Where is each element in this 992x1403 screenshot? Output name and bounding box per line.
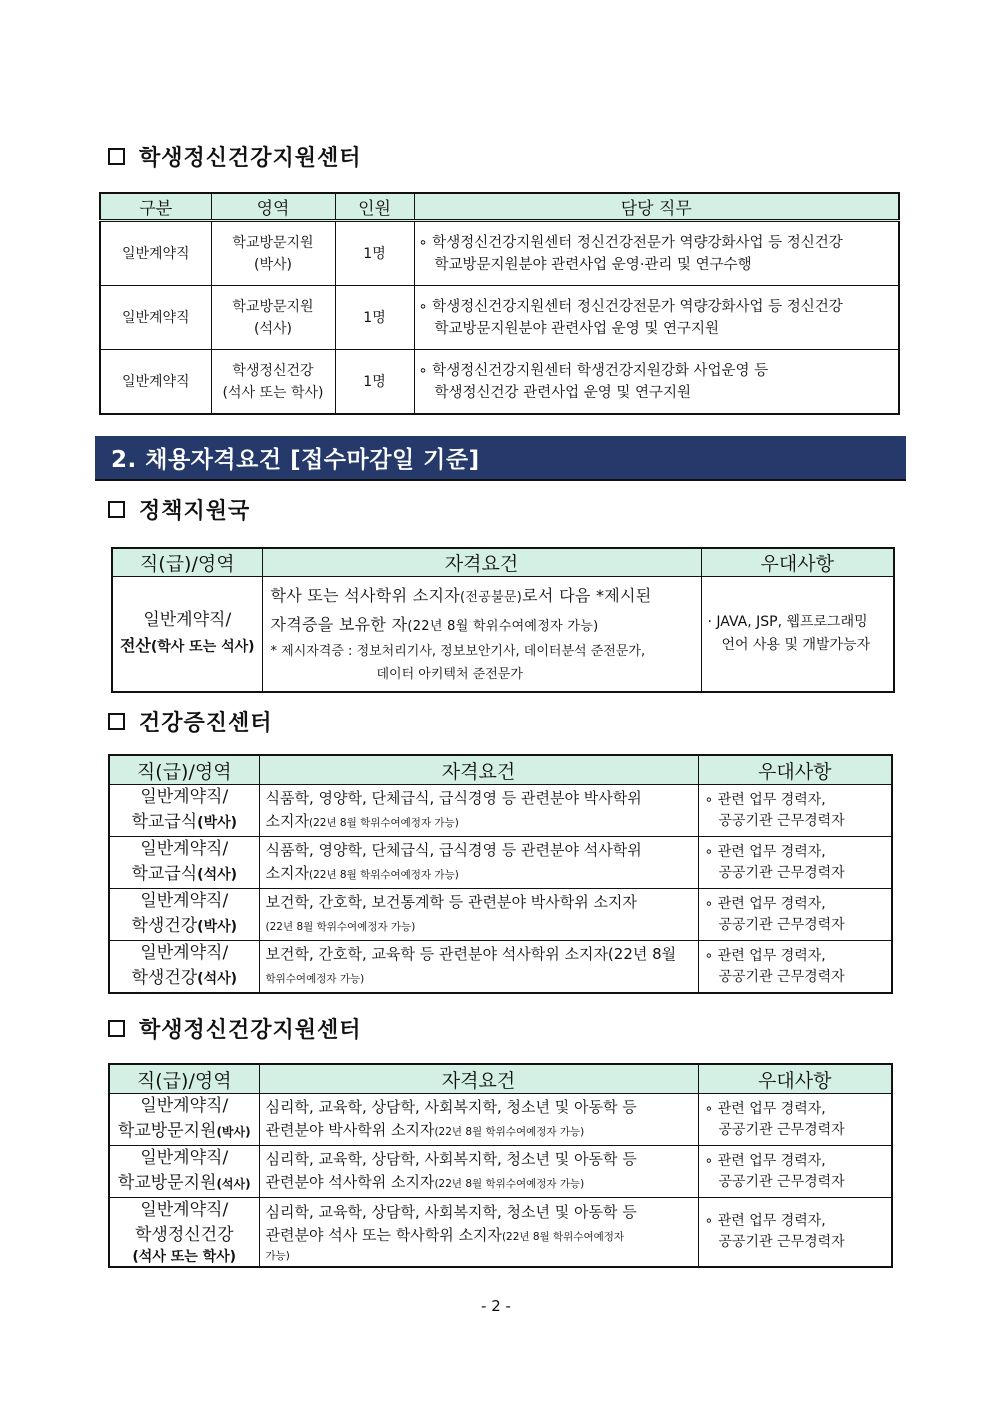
preference-cell: ∘ 관련 업무 경력자, 공공기관 근무경력자 xyxy=(698,889,892,941)
duty-cell: ∘ 학생정신건강지원센터 학생건강지원강화 사업운영 등 학생정신건강 관련사업 운영 및 연구지원 xyxy=(414,350,899,415)
preference-cell: ∘ 관련 업무 경력자, 공공기관 근무경력자 xyxy=(698,1094,892,1146)
section-title: 정책지원국 xyxy=(139,498,251,524)
count-cell: 1명 xyxy=(335,221,414,286)
position-cell: 일반계약직/ 학생건강(석사) xyxy=(109,941,259,994)
preference-cell: ∘ 관련 업무 경력자, 공공기관 근무경력자 xyxy=(698,837,892,889)
preference-cell: · JAVA, JSP, 웹프로그래밍 언어 사용 및 개발가능자 xyxy=(701,577,894,692)
section-banner xyxy=(95,436,906,481)
table-row xyxy=(109,837,892,889)
header-cell: 우대사항 xyxy=(701,548,894,577)
position-cell: 일반계약직/ 학교급식(박사) xyxy=(109,785,259,837)
requirement-cell: 보건학, 간호학, 보건통계학 등 관련분야 박사학위 소지자 (22년 8월 학위수여예정자 가능) xyxy=(259,889,698,941)
requirement-cell: 식품학, 영양학, 단체급식, 급식경영 등 관련분야 석사학위 소지자(22년 8월 학위수여예정자 가능) xyxy=(259,837,698,889)
checkbox-square-icon xyxy=(108,713,125,730)
table-row xyxy=(109,785,892,837)
type-cell: 일반계약직 xyxy=(100,221,211,286)
preference-cell: ∘ 관련 업무 경력자, 공공기관 근무경력자 xyxy=(698,1198,892,1268)
table-row xyxy=(109,1146,892,1198)
position-cell: 일반계약직/ 학교방문지원(석사) xyxy=(109,1146,259,1198)
health-promotion-table xyxy=(108,754,893,994)
position-cell: 일반계약직/ 학생건강(박사) xyxy=(109,889,259,941)
count-cell: 1명 xyxy=(335,286,414,350)
page-number: - 2 - xyxy=(481,1297,511,1315)
type-cell: 일반계약직 xyxy=(100,286,211,350)
requirement-cell: 학사 또는 석사학위 소지자(전공불문)로서 다음 *제시된 자격증을 보유한 자(22년 8월 학위수여예정자 가능) * 제시자격증 : 정보처리기사, 정보보안기사, 데이터분석 준전문가, 데이터 아키텍처 준전문가 xyxy=(262,577,701,692)
section-title: 건강증진센터 xyxy=(139,710,273,736)
section-title: 학생정신건강지원센터 xyxy=(139,145,362,171)
table-row xyxy=(109,1094,892,1146)
requirement-cell: 보건학, 간호학, 교육학 등 관련분야 석사학위 소지자(22년 8월 학위수여예정자 가능) xyxy=(259,941,698,994)
area-cell: 학교방문지원 (석사) xyxy=(211,286,335,350)
header-cell: 구분 xyxy=(100,193,211,221)
section-heading-mental-health-2 xyxy=(108,1013,362,1044)
table-row xyxy=(100,221,899,286)
table-header-row xyxy=(100,193,899,221)
duty-cell: ∘ 학생정신건강지원센터 정신건강전문가 역량강화사업 등 정신건강 학교방문지원분야 관련사업 운영 및 연구지원 xyxy=(414,286,899,350)
header-cell: 직(급)/영역 xyxy=(109,1064,259,1094)
area-cell: 학생정신건강 (석사 또는 학사) xyxy=(211,350,335,415)
header-cell: 담당 직무 xyxy=(414,193,899,221)
checkbox-square-icon xyxy=(108,1020,125,1037)
header-cell: 인원 xyxy=(335,193,414,221)
preference-cell: ∘ 관련 업무 경력자, 공공기관 근무경력자 xyxy=(698,941,892,994)
checkbox-square-icon xyxy=(108,501,125,518)
header-cell: 우대사항 xyxy=(698,1064,892,1094)
position-cell: 일반계약직/ 전산(학사 또는 석사) xyxy=(112,577,262,692)
preference-cell: ∘ 관련 업무 경력자, 공공기관 근무경력자 xyxy=(698,785,892,837)
section-heading-mental-health-1 xyxy=(108,141,362,172)
table-row xyxy=(109,1198,892,1268)
header-cell: 직(급)/영역 xyxy=(112,548,262,577)
section-heading-policy-support xyxy=(108,494,250,525)
preference-cell: ∘ 관련 업무 경력자, 공공기관 근무경력자 xyxy=(698,1146,892,1198)
count-cell: 1명 xyxy=(335,350,414,415)
header-cell: 영역 xyxy=(211,193,335,221)
requirement-cell: 식품학, 영양학, 단체급식, 급식경영 등 관련분야 박사학위 소지자(22년 8월 학위수여예정자 가능) xyxy=(259,785,698,837)
mental-health-duty-table xyxy=(99,192,900,415)
mental-health-requirement-table xyxy=(108,1063,893,1268)
table-header-row xyxy=(112,548,894,577)
header-cell: 직(급)/영역 xyxy=(109,755,259,785)
requirement-cell: 심리학, 교육학, 상담학, 사회복지학, 청소년 및 아동학 등 관련분야 석사학위 소지자(22년 8월 학위수여예정자 가능) xyxy=(259,1146,698,1198)
duty-cell: ∘ 학생정신건강지원센터 정신건강전문가 역량강화사업 등 정신건강 학교방문지원분야 관련사업 운영·관리 및 연구수행 xyxy=(414,221,899,286)
header-cell: 자격요건 xyxy=(259,1064,698,1094)
policy-support-table xyxy=(111,547,895,693)
table-row xyxy=(112,577,894,692)
table-row xyxy=(100,286,899,350)
section-title: 학생정신건강지원센터 xyxy=(139,1017,362,1043)
position-cell: 일반계약직/ 학생정신건강 (석사 또는 학사) xyxy=(109,1198,259,1268)
table-row xyxy=(100,350,899,415)
table-header-row xyxy=(109,1064,892,1094)
position-cell: 일반계약직/ 학교급식(석사) xyxy=(109,837,259,889)
table-row xyxy=(109,941,892,994)
requirement-cell: 심리학, 교육학, 상담학, 사회복지학, 청소년 및 아동학 등 관련분야 박사학위 소지자(22년 8월 학위수여예정자 가능) xyxy=(259,1094,698,1146)
type-cell: 일반계약직 xyxy=(100,350,211,415)
header-cell: 우대사항 xyxy=(698,755,892,785)
header-cell: 자격요건 xyxy=(262,548,701,577)
banner-title: 2. 채용자격요건 [접수마감일 기준] xyxy=(111,447,480,473)
table-header-row xyxy=(109,755,892,785)
checkbox-square-icon xyxy=(108,148,125,165)
section-heading-health-promotion xyxy=(108,706,273,737)
position-cell: 일반계약직/ 학교방문지원(박사) xyxy=(109,1094,259,1146)
requirement-cell: 심리학, 교육학, 상담학, 사회복지학, 청소년 및 아동학 등 관련분야 석사 또는 학사학위 소지자(22년 8월 학위수여예정자 가능) xyxy=(259,1198,698,1268)
header-cell: 자격요건 xyxy=(259,755,698,785)
table-row xyxy=(109,889,892,941)
area-cell: 학교방문지원 (박사) xyxy=(211,221,335,286)
